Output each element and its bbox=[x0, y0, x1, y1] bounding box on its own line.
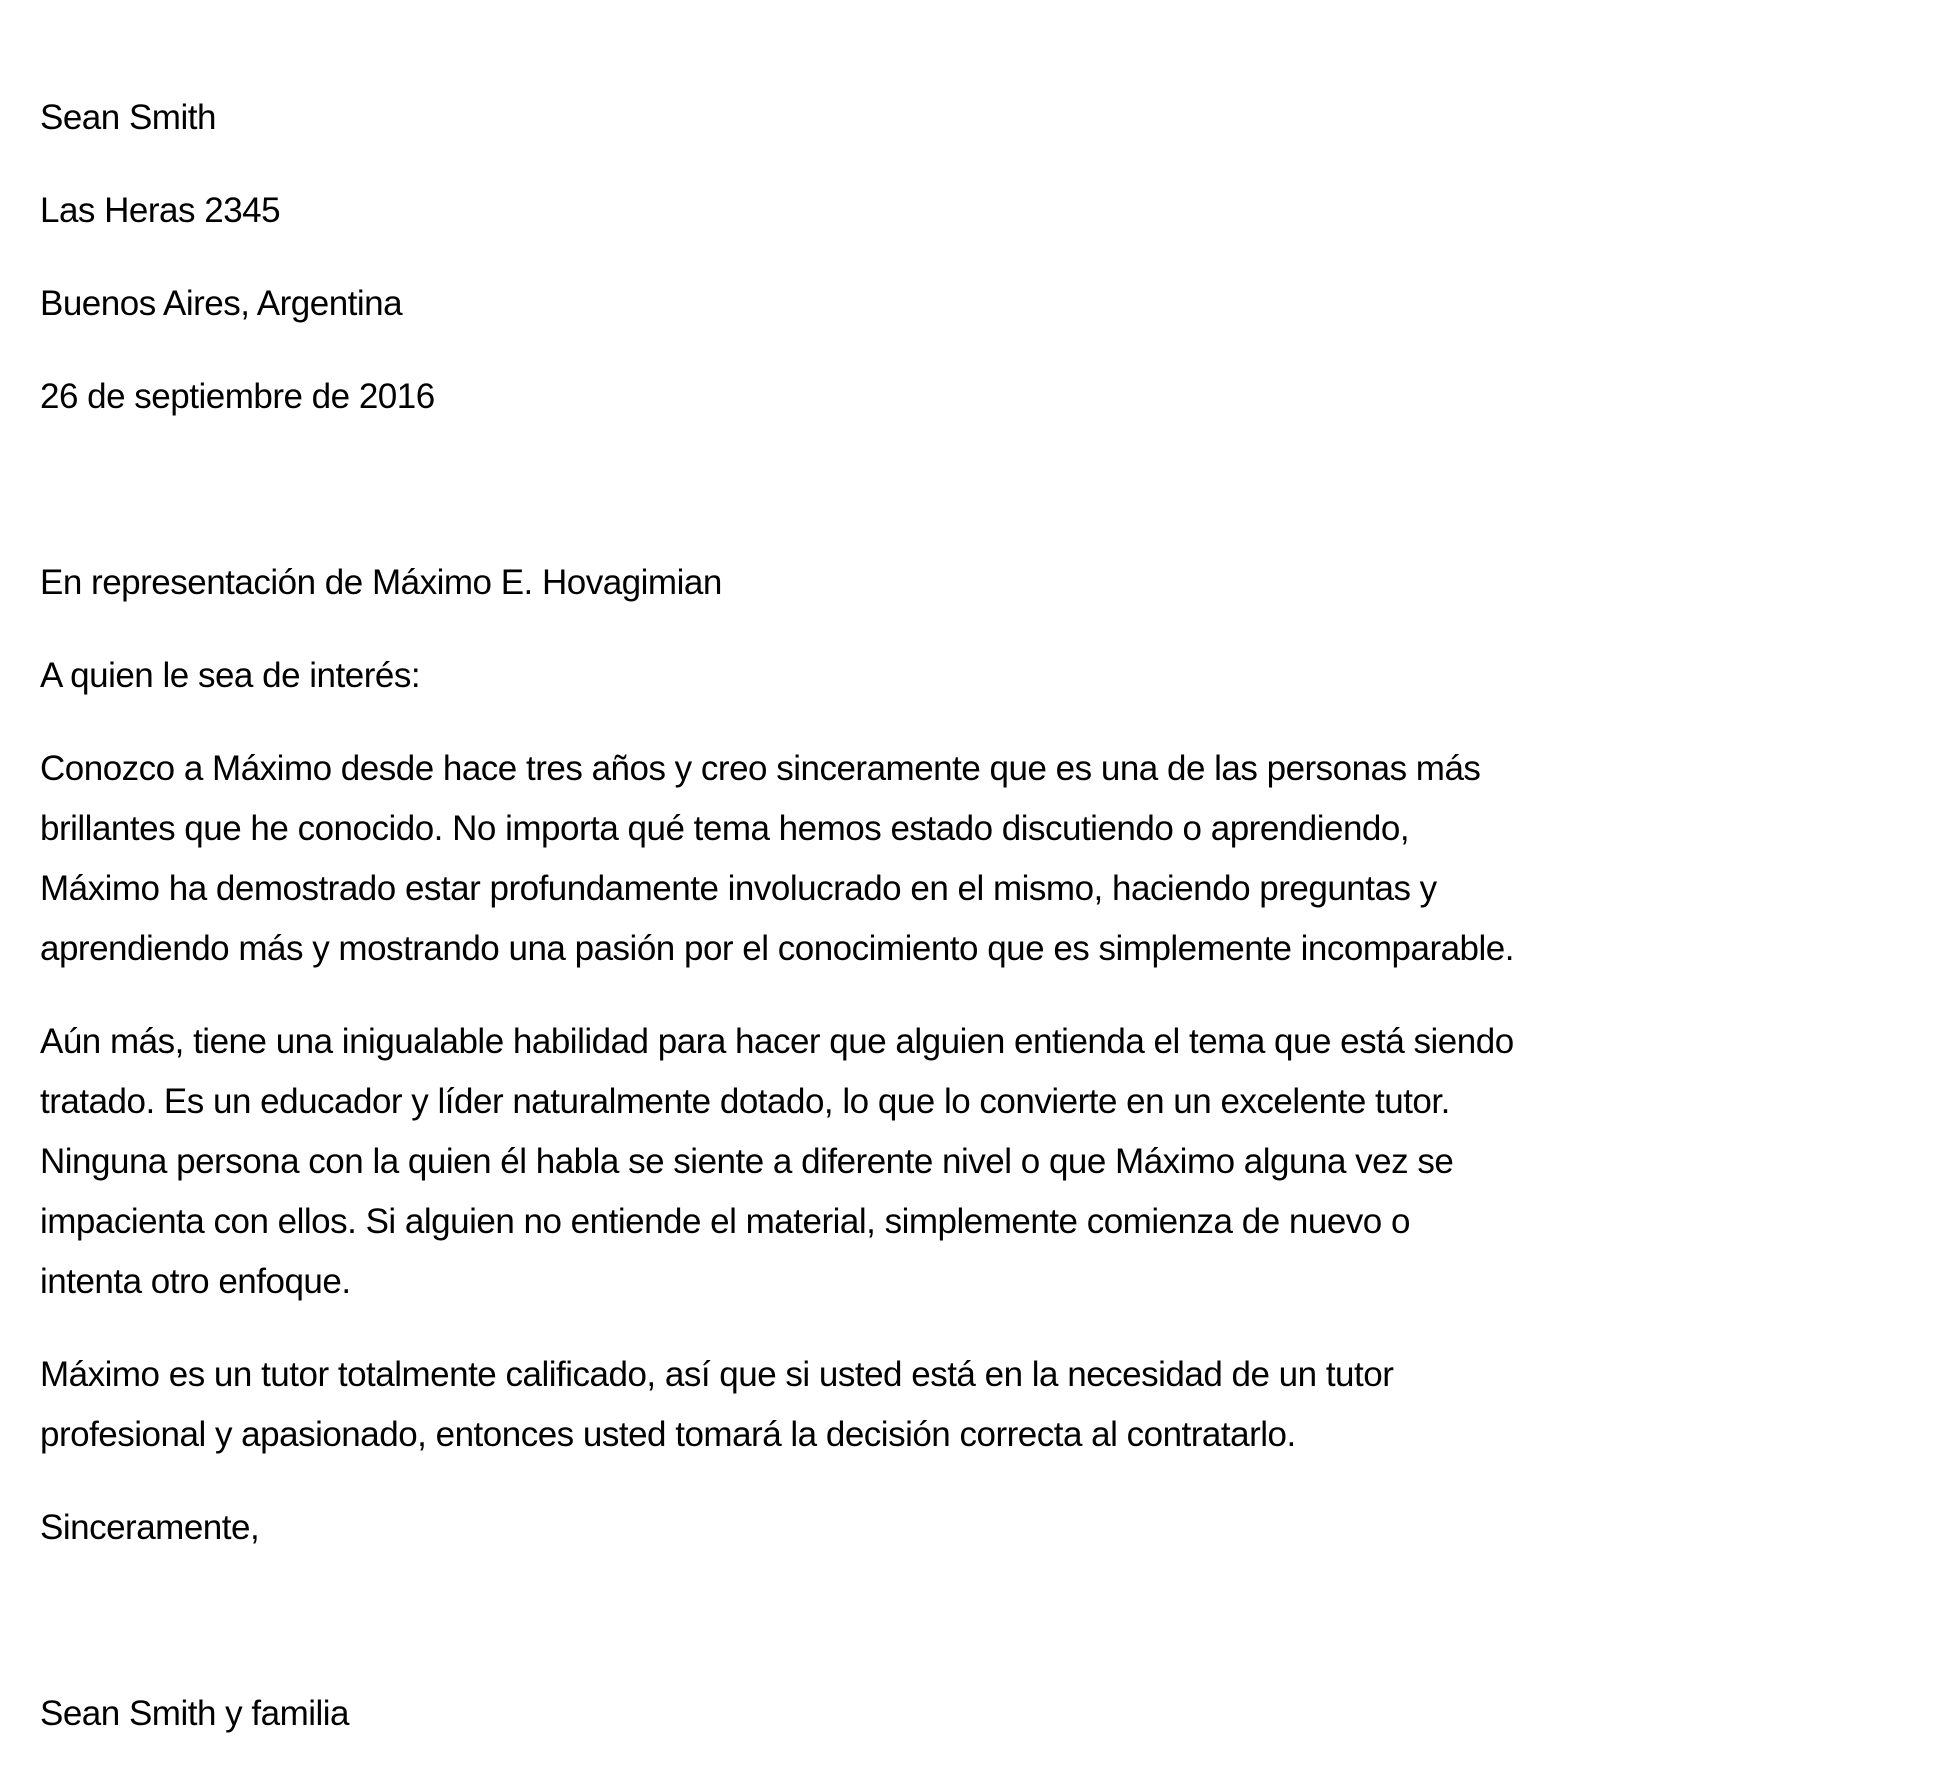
paragraph-line: profesional y apasionado, entonces usted tomará la decisión correcta al contratarlo. bbox=[40, 1415, 1296, 1454]
body-paragraph bbox=[40, 739, 1896, 979]
paragraph-line: aprendiendo más y mostrando una pasión por el conocimiento que es simplemente incomparable. bbox=[40, 929, 1514, 968]
sender-street: Las Heras 2345 bbox=[40, 191, 281, 230]
sender-name: Sean Smith bbox=[40, 98, 216, 137]
paragraph-line: brillantes que he conocido. No importa qué tema hemos estado discutiendo o aprendiendo, bbox=[40, 809, 1410, 848]
paragraph-line: impacienta con ellos. Si alguien no entiende el material, simplemente comienza de nuevo o bbox=[40, 1202, 1410, 1241]
paragraph-line: Ninguna persona con la quien él habla se siente a diferente nivel o que Máximo alguna vez se bbox=[40, 1142, 1454, 1181]
body-paragraph bbox=[40, 1345, 1896, 1465]
salutation: A quien le sea de interés: bbox=[40, 656, 421, 695]
paragraph-line: Aún más, tiene una inigualable habilidad para hacer que alguien entienda el tema que está siendo bbox=[40, 1022, 1514, 1061]
body-paragraph bbox=[40, 1012, 1896, 1312]
paragraph-line: Máximo es un tutor totalmente calificado, así que si usted está en la necesidad de un tutor bbox=[40, 1355, 1394, 1394]
letter-date: 26 de septiembre de 2016 bbox=[40, 377, 435, 416]
sender-city: Buenos Aires, Argentina bbox=[40, 284, 403, 323]
blank-line bbox=[40, 460, 1896, 553]
regarding-line: En representación de Máximo E. Hovagimian bbox=[40, 563, 722, 602]
paragraph-line: tratado. Es un educador y líder naturalmente dotado, lo que lo convierte en un excelente tutor. bbox=[40, 1082, 1450, 1121]
closing: Sinceramente, bbox=[40, 1508, 260, 1547]
paragraph-line: Conozco a Máximo desde hace tres años y creo sinceramente que es una de las personas más bbox=[40, 749, 1481, 788]
signature-space bbox=[40, 1591, 1896, 1684]
paragraph-line: Máximo ha demostrado estar profundamente involucrado en el mismo, haciendo preguntas y bbox=[40, 869, 1437, 908]
signature-name: Sean Smith y familia bbox=[40, 1694, 350, 1733]
paragraph-line: intenta otro enfoque. bbox=[40, 1262, 351, 1301]
